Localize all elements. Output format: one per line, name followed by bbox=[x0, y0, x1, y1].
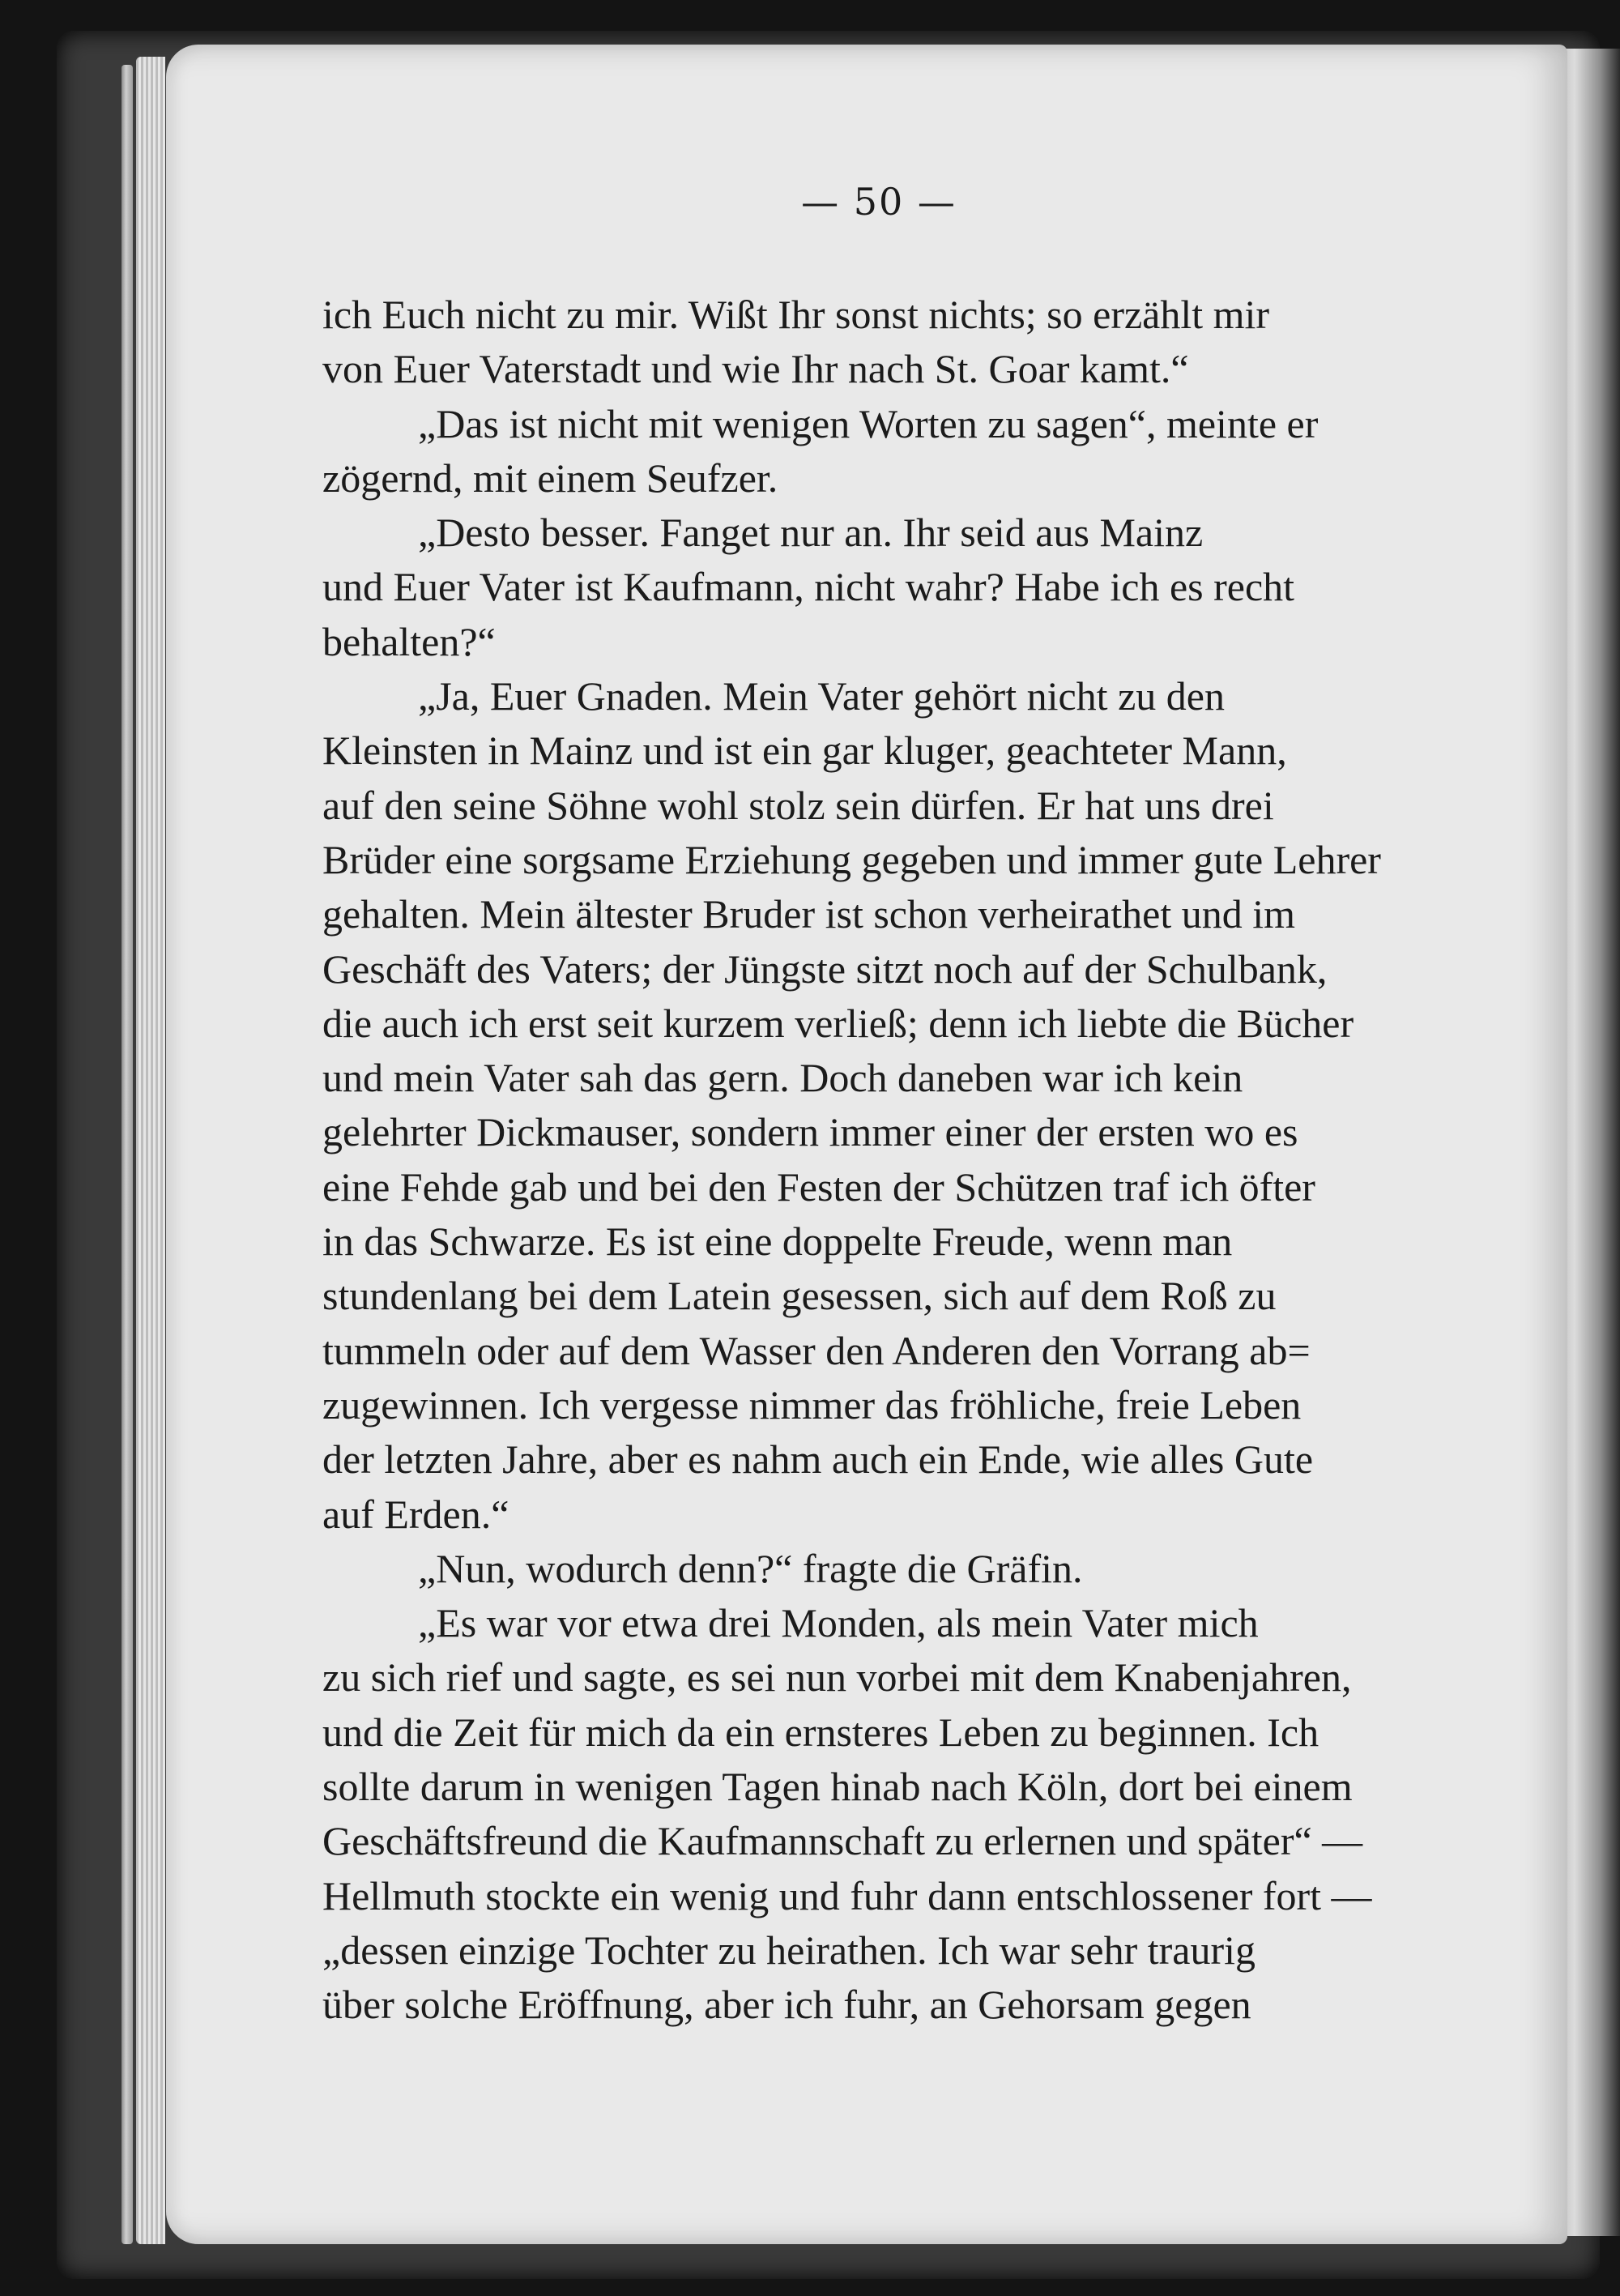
text-line: gelehrter Dickmauser, sondern immer einer der ersten wo es bbox=[322, 1109, 1298, 1155]
text-line: sollte darum in wenigen Tagen hinab nach Köln, dort bei einem bbox=[322, 1764, 1353, 1810]
page-stack-edge bbox=[136, 57, 165, 2244]
text-line: zögernd, mit einem Seufzer. bbox=[322, 455, 778, 501]
paragraph bbox=[322, 669, 1450, 1542]
text-line: Kleinsten in Mainz und ist ein gar kluger, geachteter Mann, bbox=[322, 728, 1287, 774]
text-line: „Desto besser. Fanget nur an. Ihr seid aus Mainz bbox=[418, 510, 1204, 556]
text-line: stundenlang bei dem Latein gesessen, sich auf dem Roß zu bbox=[322, 1273, 1277, 1319]
paragraph bbox=[322, 288, 1450, 397]
paragraph bbox=[322, 397, 1450, 506]
text-line: Geschäft des Vaters; der Jüngste sitzt noch auf der Schulbank, bbox=[322, 945, 1328, 992]
text-line: auf den seine Söhne wohl stolz sein dürfen. Er hat uns drei bbox=[322, 782, 1274, 828]
text-line: zu sich rief und sagte, es sei nun vorbei mit dem Knabenjahren, bbox=[322, 1654, 1352, 1701]
cover-edge bbox=[122, 65, 133, 2244]
text-line: von Euer Vaterstadt und wie Ihr nach St. Goar kamt.“ bbox=[322, 346, 1189, 392]
text-line: Geschäftsfreund die Kaufmannschaft zu erlernen und später“ — bbox=[322, 1818, 1363, 1864]
text-line: auf Erden.“ bbox=[322, 1491, 509, 1537]
text-line: und die Zeit für mich da ein ernsteres Leben zu beginnen. Ich bbox=[322, 1709, 1319, 1755]
text-line: eine Fehde gab und bei den Festen der Schützen traf ich öfter bbox=[322, 1163, 1315, 1210]
text-line: Brüder eine sorgsame Erziehung gegeben und immer gute Lehrer bbox=[322, 836, 1381, 882]
text-line: über solche Eröffnung, aber ich fuhr, an Gehorsam gegen bbox=[322, 1982, 1251, 2028]
text-line: „dessen einzige Tochter zu heirathen. Ich war sehr traurig bbox=[322, 1927, 1256, 1973]
text-line: „Das ist nicht mit wenigen Worten zu sagen“, meinte er bbox=[418, 400, 1319, 446]
page-number: — 50 — bbox=[801, 180, 957, 224]
paragraph bbox=[322, 506, 1450, 669]
text-line: „Es war vor etwa drei Monden, als mein Vater mich bbox=[418, 1600, 1259, 1646]
paragraph bbox=[322, 1596, 1450, 2032]
text-line: „Ja, Euer Gnaden. Mein Vater gehört nicht zu den bbox=[418, 673, 1225, 719]
body-text bbox=[322, 288, 1450, 2033]
text-line: zugewinnen. Ich vergesse nimmer das fröhliche, freie Leben bbox=[322, 1381, 1302, 1428]
text-line: in das Schwarze. Es ist eine doppelte Freude, wenn man bbox=[322, 1218, 1233, 1265]
text-line: Hellmuth stockte ein wenig und fuhr dann entschlossener fort — bbox=[322, 1872, 1372, 1918]
text-line: und Euer Vater ist Kaufmann, nicht wahr? Habe ich es recht bbox=[322, 564, 1295, 610]
text-line: „Nun, wodurch denn?“ fragte die Gräfin. bbox=[418, 1545, 1083, 1591]
paragraph bbox=[322, 1542, 1450, 1596]
text-line: die auch ich erst seit kurzem verließ; denn ich liebte die Bücher bbox=[322, 1000, 1354, 1046]
text-line: gehalten. Mein ältester Bruder ist schon verheirathet und im bbox=[322, 891, 1296, 937]
text-line: ich Euch nicht zu mir. Wißt Ihr sonst nichts; so erzählt mir bbox=[322, 292, 1270, 337]
text-line: tummeln oder auf dem Wasser den Anderen den Vorrang ab= bbox=[322, 1327, 1311, 1373]
text-line: der letzten Jahre, aber es nahm auch ein Ende, wie alles Gute bbox=[322, 1436, 1314, 1483]
text-line: und mein Vater sah das gern. Doch daneben war ich kein bbox=[322, 1055, 1243, 1101]
text-line: behalten?“ bbox=[322, 618, 496, 664]
